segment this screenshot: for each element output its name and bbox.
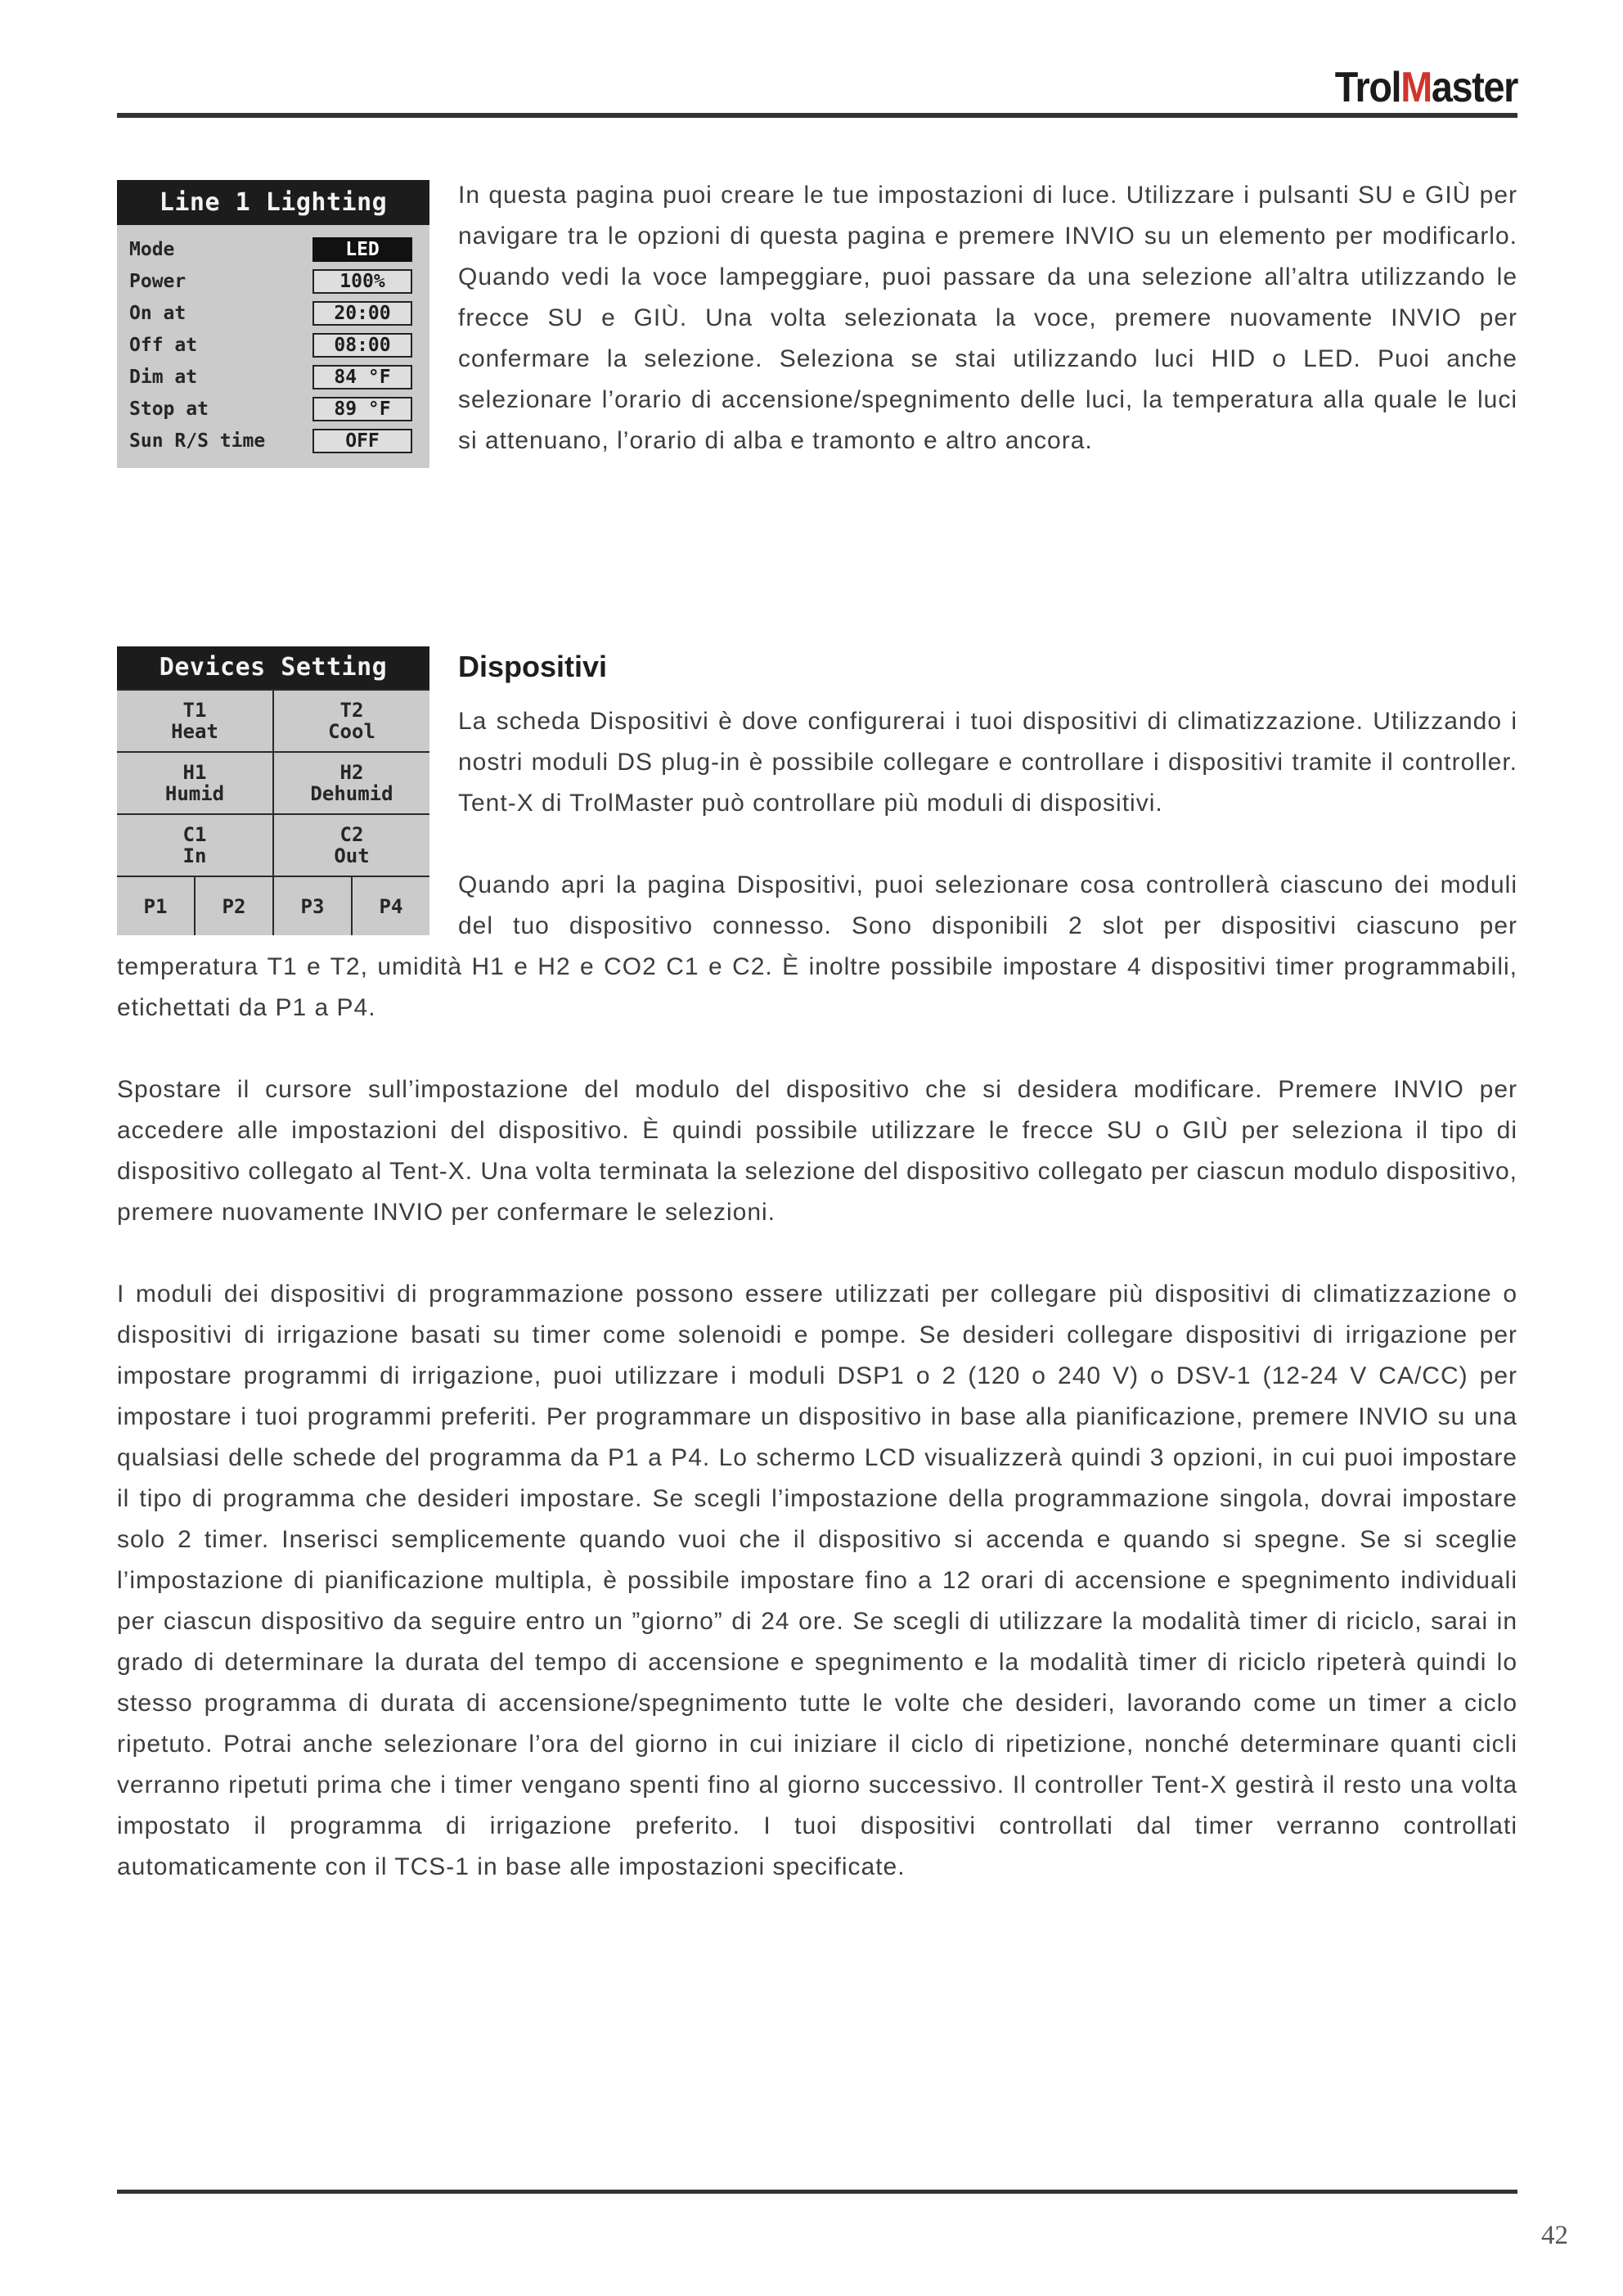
device-slot-code: H1 bbox=[182, 761, 207, 784]
device-slot-code: T1 bbox=[182, 699, 207, 722]
device-slot-c2 bbox=[272, 815, 429, 876]
lcd-row-label: Dim at bbox=[129, 366, 198, 388]
device-slot-name: Cool bbox=[328, 720, 375, 743]
lcd-title: Line 1 Lighting bbox=[117, 180, 429, 225]
lcd-row-label: Stop at bbox=[129, 398, 209, 420]
lighting-section bbox=[117, 175, 1517, 502]
program-slot-p2: P2 bbox=[194, 877, 272, 935]
device-slot-code: C1 bbox=[182, 823, 207, 846]
lcd-row-stop-at bbox=[117, 393, 429, 425]
lcd-row-value: 08:00 bbox=[312, 333, 412, 358]
lcd-row-off-at bbox=[117, 329, 429, 361]
device-row-programs bbox=[117, 876, 429, 935]
lighting-lcd-panel bbox=[117, 180, 429, 468]
lcd-row-dim-at bbox=[117, 361, 429, 393]
lcd-row-value: LED bbox=[312, 237, 412, 262]
device-slot-name: Dehumid bbox=[310, 782, 393, 805]
device-slot-code: T2 bbox=[339, 699, 364, 722]
trolmaster-logo bbox=[1335, 65, 1517, 110]
lcd-row-on-at bbox=[117, 297, 429, 329]
lcd-row-value: 100% bbox=[312, 269, 412, 294]
devices-section bbox=[117, 646, 1517, 1929]
device-row-co2 bbox=[117, 813, 429, 876]
footer-rule bbox=[117, 2190, 1517, 2194]
program-slot-p1: P1 bbox=[143, 894, 168, 918]
lcd-title: Devices Setting bbox=[117, 646, 429, 689]
lcd-row-value: 89 °F bbox=[312, 397, 412, 421]
device-row-temperature bbox=[117, 689, 429, 751]
lcd-row-label: Sun R/S time bbox=[129, 430, 266, 452]
devices-paragraph-navigation: Spostare il cursore sull’impostazione del modulo del dispositivo che si desidera modificare. Premere INVIO per accedere alle impostazioni del dispositivo. È quindi possibile utilizzare le frecce SU o GIÙ per seleziona il tipo di dispositivo collegato al Tent-X. Una volta terminata la selezione del dispositivo collegato per ciascun modulo dispositivo, premere nuovamente INVIO per confermare le selezioni. bbox=[117, 1076, 1517, 1226]
logo-text-start: Trol bbox=[1334, 64, 1401, 111]
lcd-rows bbox=[117, 225, 429, 457]
lcd-row-value: 84 °F bbox=[312, 365, 412, 389]
lcd-row-mode bbox=[117, 233, 429, 265]
device-slot-c1 bbox=[117, 815, 272, 876]
device-slot-h1 bbox=[117, 753, 272, 813]
header-rule bbox=[117, 113, 1517, 118]
logo-accent-letter: M bbox=[1400, 64, 1432, 111]
devices-lcd-panel bbox=[117, 646, 429, 935]
device-slot-t2 bbox=[272, 691, 429, 751]
lcd-row-value: OFF bbox=[312, 429, 412, 453]
lcd-row-label: Mode bbox=[129, 238, 175, 260]
device-slot-name: Humid bbox=[164, 782, 225, 805]
lcd-row-value: 20:00 bbox=[312, 301, 412, 326]
device-slot-name: Heat bbox=[171, 720, 218, 743]
program-slot-p4: P4 bbox=[351, 877, 429, 935]
lighting-description: In questa pagina puoi creare le tue impostazioni di luce. Utilizzare i pulsanti SU e GIÙ per navigare tra le opzioni di questa pagina e premere INVIO su un elemento per modificarlo. Quando vedi la voce lampeggiare, puoi passare da una selezione all’altra utilizzando le frecce SU e GIÙ. Una volta selezionata la voce, premere nuovamente INVIO per confermare la selezione. Seleziona se stai utilizzando luci HID o LED. Puoi anche selezionare l’orario di accensione/spegnimento delle luci, la temperatura alla quale le luci si attenuano, l’orario di alba e tramonto e altro ancora. bbox=[458, 182, 1517, 454]
program-slot-p3: P3 bbox=[272, 877, 351, 935]
section-heading: Dispositivi bbox=[458, 650, 608, 683]
device-slot-code: H2 bbox=[339, 761, 364, 784]
device-slot-name: In bbox=[182, 844, 207, 867]
devices-paragraph-intro: La scheda Dispositivi è dove configurerai i tuoi dispositivi di climatizzazione. Utilizzando i nostri moduli DS plug-in è possibile collegare e controllare i dispositivi tramite il controller. Tent-X di TrolMaster può controllare più moduli di dispositivi. bbox=[458, 708, 1517, 817]
lcd-row-power bbox=[117, 265, 429, 297]
device-slot-name: Out bbox=[334, 844, 370, 867]
lcd-row-label: Off at bbox=[129, 334, 198, 356]
device-slot-t1 bbox=[117, 691, 272, 751]
device-slot-h2 bbox=[272, 753, 429, 813]
devices-paragraph-slots: Quando apri la pagina Dispositivi, puoi selezionare cosa controllerà ciascuno dei moduli del tuo dispositivo connesso. Sono disponibili 2 slot per dispositivi ciascuno per temperatura T1 e T2, umidità H1 e H2 e CO2 C1 e C2. È inoltre possibile impostare 4 dispositivi timer programmabili, etichettati da P1 a P4. bbox=[117, 871, 1517, 1021]
device-row-humidity bbox=[117, 751, 429, 813]
lcd-row-label: Power bbox=[129, 270, 187, 292]
lcd-row-label: On at bbox=[129, 302, 187, 324]
lcd-row-sun-rs-time bbox=[117, 425, 429, 457]
device-slot-code: C2 bbox=[339, 823, 364, 846]
logo-text-end: aster bbox=[1431, 64, 1517, 111]
page-number: 42 bbox=[1541, 2221, 1568, 2250]
devices-paragraph-programs: I moduli dei dispositivi di programmazione possono essere utilizzati per collegare più dispositivi di climatizzazione o dispositivi di irrigazione basati su timer come solenoidi e pompe. Se desideri collegare dispositivi di irrigazione per impostare programmi di irrigazione, puoi utilizzare i moduli DSP1 o 2 (120 o 240 V) o DSV-1 (12-24 V CA/CC) per impostare i tuoi programmi preferiti. Per programmare un dispositivo in base alla pianificazione, premere INVIO su una qualsiasi delle schede del programma da P1 a P4. Lo schermo LCD visualizzerà quindi 3 opzioni, in cui puoi impostare il tipo di programma che desideri impostare. Se scegli l’impostazione della programmazione singola, dovrai impostare solo 2 timer. Inserisci semplicemente quando vuoi che il dispositivo si accenda e quando si spegne. Se si sceglie l’impostazione di pianificazione multipla, è possibile impostare fino a 12 orari di accensione e spegnimento individuali per ciascun dispositivo da seguire entro un ”giorno” di 24 ore. Se scegli di utilizzare la modalità timer di riciclo, sarai in grado di determinare la durata del tempo di accensione e spegnimento e la modalità timer di riciclo ripeterà quindi lo stesso programma di durata di accensione/spegnimento tutte le volte che desideri, lavorando come un timer a ciclo ripetuto. Potrai anche selezionare l’ora del giorno in cui iniziare il ciclo di ripetizione, nonché determinare quanti cicli verranno ripetuti prima che i timer vengano spenti fino al giorno successivo. Il controller Tent-X gestirà il resto una volta impostato il programma di irrigazione preferito. I tuoi dispositivi controllati dal timer verranno controllati automaticamente con il TCS-1 in base alle impostazioni specificate. bbox=[117, 1281, 1517, 1880]
